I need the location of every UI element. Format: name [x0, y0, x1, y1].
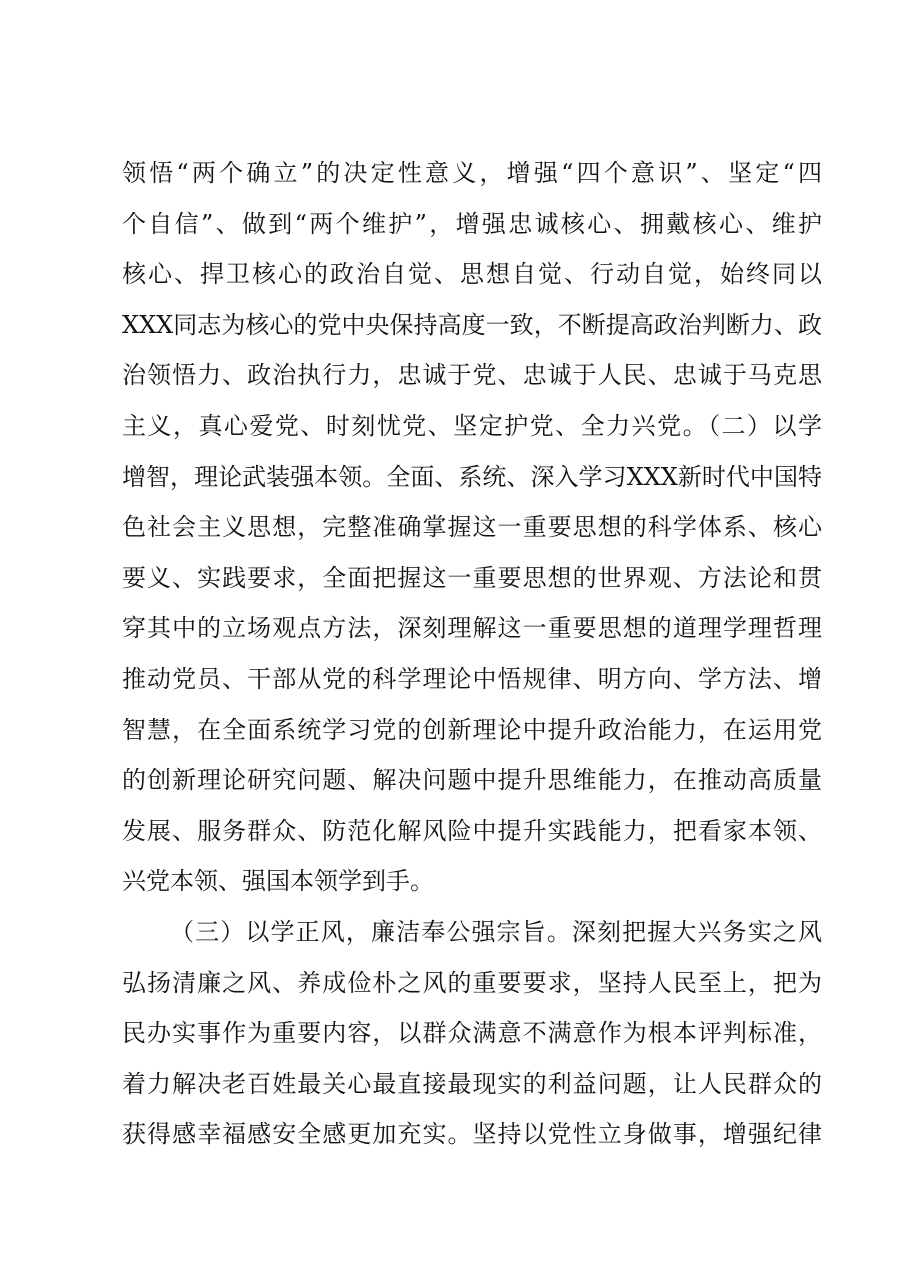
paragraph-line: 着力解决老百姓最关心最直接最现实的利益问题，让人民群众的 — [122, 1069, 822, 1098]
paragraph-line: 兴党本领、强国本领学到手。 — [122, 867, 434, 896]
paragraph-line: 色社会主义思想，完整准确掌握这一重要思想的科学体系、核心 — [122, 513, 822, 542]
paragraph-line: 推动党员、干部从党的科学理论中悟规律、明方向、学方法、增 — [122, 664, 822, 693]
paragraph-line: 获得感幸福感安全感更加充实。坚持以党性立身做事，增强纪律 — [122, 1120, 822, 1149]
paragraph-line: 发展、服务群众、防范化解风险中提升实践能力，把看家本领、 — [122, 816, 822, 845]
paragraph-line: XXX同志为核心的党中央保持高度一致，不断提高政治判断力、政 — [122, 310, 822, 339]
paragraph-line: 治领悟力、政治执行力，忠诚于党、忠诚于人民、忠诚于马克思 — [122, 361, 822, 390]
paragraph-line: （三）以学正风，廉洁奉公强宗旨。深刻把握大兴务实之风 — [170, 917, 822, 946]
paragraph-line: 领悟“两个确立”的决定性意义，增强“四个意识”、坚定“四 — [122, 159, 822, 187]
paragraph-line: 弘扬清廉之风、养成俭朴之风的重要要求，坚持人民至上，把为 — [122, 968, 822, 997]
paragraph-line: 核心、捍卫核心的政治自觉、思想自觉、行动自觉，始终同以 — [122, 260, 822, 289]
paragraph-line: 要义、实践要求，全面把握这一重要思想的世界观、方法论和贯 — [122, 563, 822, 592]
paragraph-line: 的创新理论研究问题、解决问题中提升思维能力，在推动高质量 — [122, 766, 822, 795]
document-body — [122, 148, 822, 1160]
paragraph-line: 智慧，在全面系统学习党的创新理论中提升政治能力，在运用党 — [122, 715, 822, 744]
paragraph-line: 主义，真心爱党、时刻忧党、坚定护党、全力兴党。（二）以学 — [122, 411, 822, 440]
paragraph-2 — [122, 907, 822, 1160]
paragraph-line: 穿其中的立场观点方法，深刻理解这一重要思想的道理学理哲理 — [122, 614, 822, 643]
paragraph-line: 个自信”、做到“两个维护”，增强忠诚核心、拥戴核心、维护 — [122, 209, 822, 238]
paragraph-1 — [122, 148, 822, 907]
paragraph-line: 增智，理论武装强本领。全面、系统、深入学习XXX新时代中国特 — [122, 462, 822, 491]
paragraph-line: 民办实事作为重要内容，以群众满意不满意作为根本评判标准， — [122, 1019, 822, 1048]
